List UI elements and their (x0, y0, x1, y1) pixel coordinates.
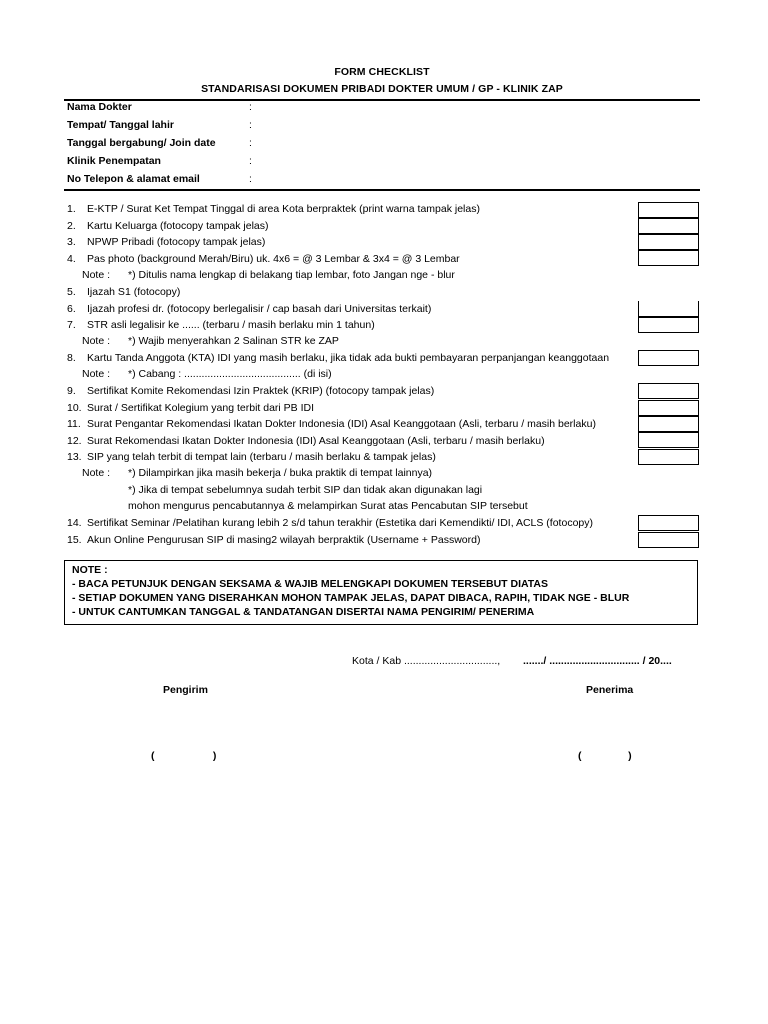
item-text-str: STR asli legalisir ke ...... (terbaru / masih berlaku min 1 tahun) (87, 319, 375, 331)
field-colon: : (249, 101, 252, 113)
checkbox-item-12[interactable] (638, 432, 699, 448)
checkbox-item-6[interactable] (638, 301, 699, 317)
item-number: 15. (67, 534, 82, 546)
field-colon: : (249, 119, 252, 131)
item-text-ijazah-profesi: Ijazah profesi dr. (fotocopy berlegalisir / cap basah dari Universitas terkait) (87, 303, 432, 315)
field-label-tanggal-bergabung: Tanggal bergabung/ Join date (67, 137, 216, 149)
item-number: 8. (67, 352, 76, 364)
form-title: FORM CHECKLIST (334, 66, 430, 78)
field-colon: : (249, 173, 252, 185)
item-number: 4. (67, 253, 76, 265)
checkbox-item-3[interactable] (638, 234, 699, 250)
sender-name-field: ( ) (151, 750, 217, 762)
item-number: 11. (67, 418, 81, 430)
note-box-title: NOTE : (72, 564, 108, 576)
date-line: ......./ ............................... / 20.... (523, 655, 672, 667)
item-number: 10. (67, 402, 82, 414)
item-number: 13. (67, 451, 82, 463)
checkbox-item-13[interactable] (638, 449, 699, 465)
item-number: 3. (67, 236, 76, 248)
checkbox-item-14[interactable] (638, 515, 699, 531)
item-number: 2. (67, 220, 76, 232)
checkbox-item-4[interactable] (638, 250, 699, 266)
item-number: 5. (67, 286, 76, 298)
item-text-kolegium: Surat / Sertifikat Kolegium yang terbit dari PB IDI (87, 402, 315, 414)
checkbox-item-11[interactable] (638, 416, 699, 432)
note-label: Note : (82, 335, 111, 347)
field-label-nama-dokter: Nama Dokter (67, 101, 132, 113)
receiver-name-field: ( ) (578, 750, 632, 762)
note-text: *) Ditulis nama lengkap di belakang tiap lembar, foto Jangan nge - blur (128, 269, 455, 281)
item-text-surat-pengantar-idi: Surat Pengantar Rekomendasi Ikatan Dokter Indonesia (IDI) Asal Keanggotaan (Asli, terbaru / masih berlaku) (87, 418, 596, 430)
note-text: *) Cabang : ........................................ (di isi) (128, 368, 332, 380)
item-number: 6. (67, 303, 76, 315)
note-box (64, 560, 698, 625)
field-label-tempat-tanggal-lahir: Tempat/ Tanggal lahir (67, 119, 174, 131)
checkbox-item-8[interactable] (638, 350, 699, 366)
note-label: Note : (82, 368, 111, 380)
item-text-surat-rekomendasi-idi: Surat Rekomendasi Ikatan Dokter Indonesia (IDI) Asal Keanggotaan (Asli, terbaru / masih berlaku) (87, 435, 545, 447)
note-text: *) Dilampirkan jika masih bekerja / buka praktik di tempat lainnya) (128, 467, 433, 479)
note-label: Note : (82, 269, 111, 281)
item-text-pas-photo: Pas photo (background Merah/Biru) uk. 4x6 = @ 3 Lembar & 3x4 = @ 3 Lembar (87, 253, 460, 265)
item-number: 9. (67, 385, 76, 397)
item-text-akun-online-sip: Akun Online Pengurusan SIP di masing2 wilayah berpraktik (Username + Password) (87, 534, 481, 546)
item-text-krip: Sertifikat Komite Rekomendasi Izin Praktek (KRIP) (fotocopy tampak jelas) (87, 385, 435, 397)
field-colon: : (249, 155, 252, 167)
divider-top (64, 99, 700, 101)
item-number: 1. (67, 203, 76, 215)
item-text-sip: SIP yang telah terbit di tempat lain (terbaru / masih berlaku & tampak jelas) (87, 451, 436, 463)
checkbox-item-2[interactable] (638, 218, 699, 234)
city-line: Kota / Kab ................................, (352, 655, 501, 667)
sender-label: Pengirim (163, 684, 208, 696)
item-text-sertifikat-seminar: Sertifikat Seminar /Pelatihan kurang lebih 2 s/d tahun terakhir (Estetika dari Kemendikti/ IDI, ACLS (fotocopy) (87, 517, 593, 529)
checkbox-item-10[interactable] (638, 400, 699, 416)
receiver-label: Penerima (586, 684, 634, 696)
field-label-klinik-penempatan: Klinik Penempatan (67, 155, 161, 167)
item-text-ektp: E-KTP / Surat Ket Tempat Tinggal di area Kota berpraktek (print warna tampak jelas) (87, 203, 480, 215)
item-text-kartu-keluarga: Kartu Keluarga (fotocopy tampak jelas) (87, 220, 269, 232)
note-text: *) Wajib menyerahkan 2 Salinan STR ke ZAP (128, 335, 339, 347)
checkbox-item-7[interactable] (638, 317, 699, 333)
item-number: 14. (67, 517, 82, 529)
note-label: Note : (82, 467, 111, 479)
note-text: mohon mengurus pencabutannya & melampirkan Surat atas Pencabutan SIP tersebut (128, 500, 528, 512)
item-number: 7. (67, 319, 76, 331)
note-text: *) Jika di tempat sebelumnya sudah terbit SIP dan tidak akan digunakan lagi (128, 484, 483, 496)
form-subtitle: STANDARISASI DOKUMEN PRIBADI DOKTER UMUM / GP - KLINIK ZAP (201, 83, 563, 95)
field-colon: : (249, 137, 252, 149)
checkbox-item-1[interactable] (638, 202, 699, 218)
note-box-line: - SETIAP DOKUMEN YANG DISERAHKAN MOHON TAMPAK JELAS, DAPAT DIBACA, RAPIH, TIDAK NGE - BLUR (72, 592, 630, 604)
note-box-line: - BACA PETUNJUK DENGAN SEKSAMA & WAJIB MELENGKAPI DOKUMEN TERSEBUT DIATAS (72, 578, 549, 590)
item-text-kta-idi: Kartu Tanda Anggota (KTA) IDI yang masih berlaku, jika tidak ada bukti pembayaran perpanjangan keanggotaan (87, 352, 610, 364)
item-text-ijazah-s1: Ijazah S1 (fotocopy) (87, 286, 181, 298)
field-label-telepon-email: No Telepon & alamat email (67, 173, 200, 185)
item-text-npwp: NPWP Pribadi (fotocopy tampak jelas) (87, 236, 266, 248)
item-number: 12. (67, 435, 82, 447)
checkbox-item-9[interactable] (638, 383, 699, 399)
checkbox-item-15[interactable] (638, 532, 699, 548)
divider-bottom (64, 189, 700, 191)
note-box-line: - UNTUK CANTUMKAN TANGGAL & TANDATANGAN DISERTAI NAMA PENGIRIM/ PENERIMA (72, 606, 535, 618)
